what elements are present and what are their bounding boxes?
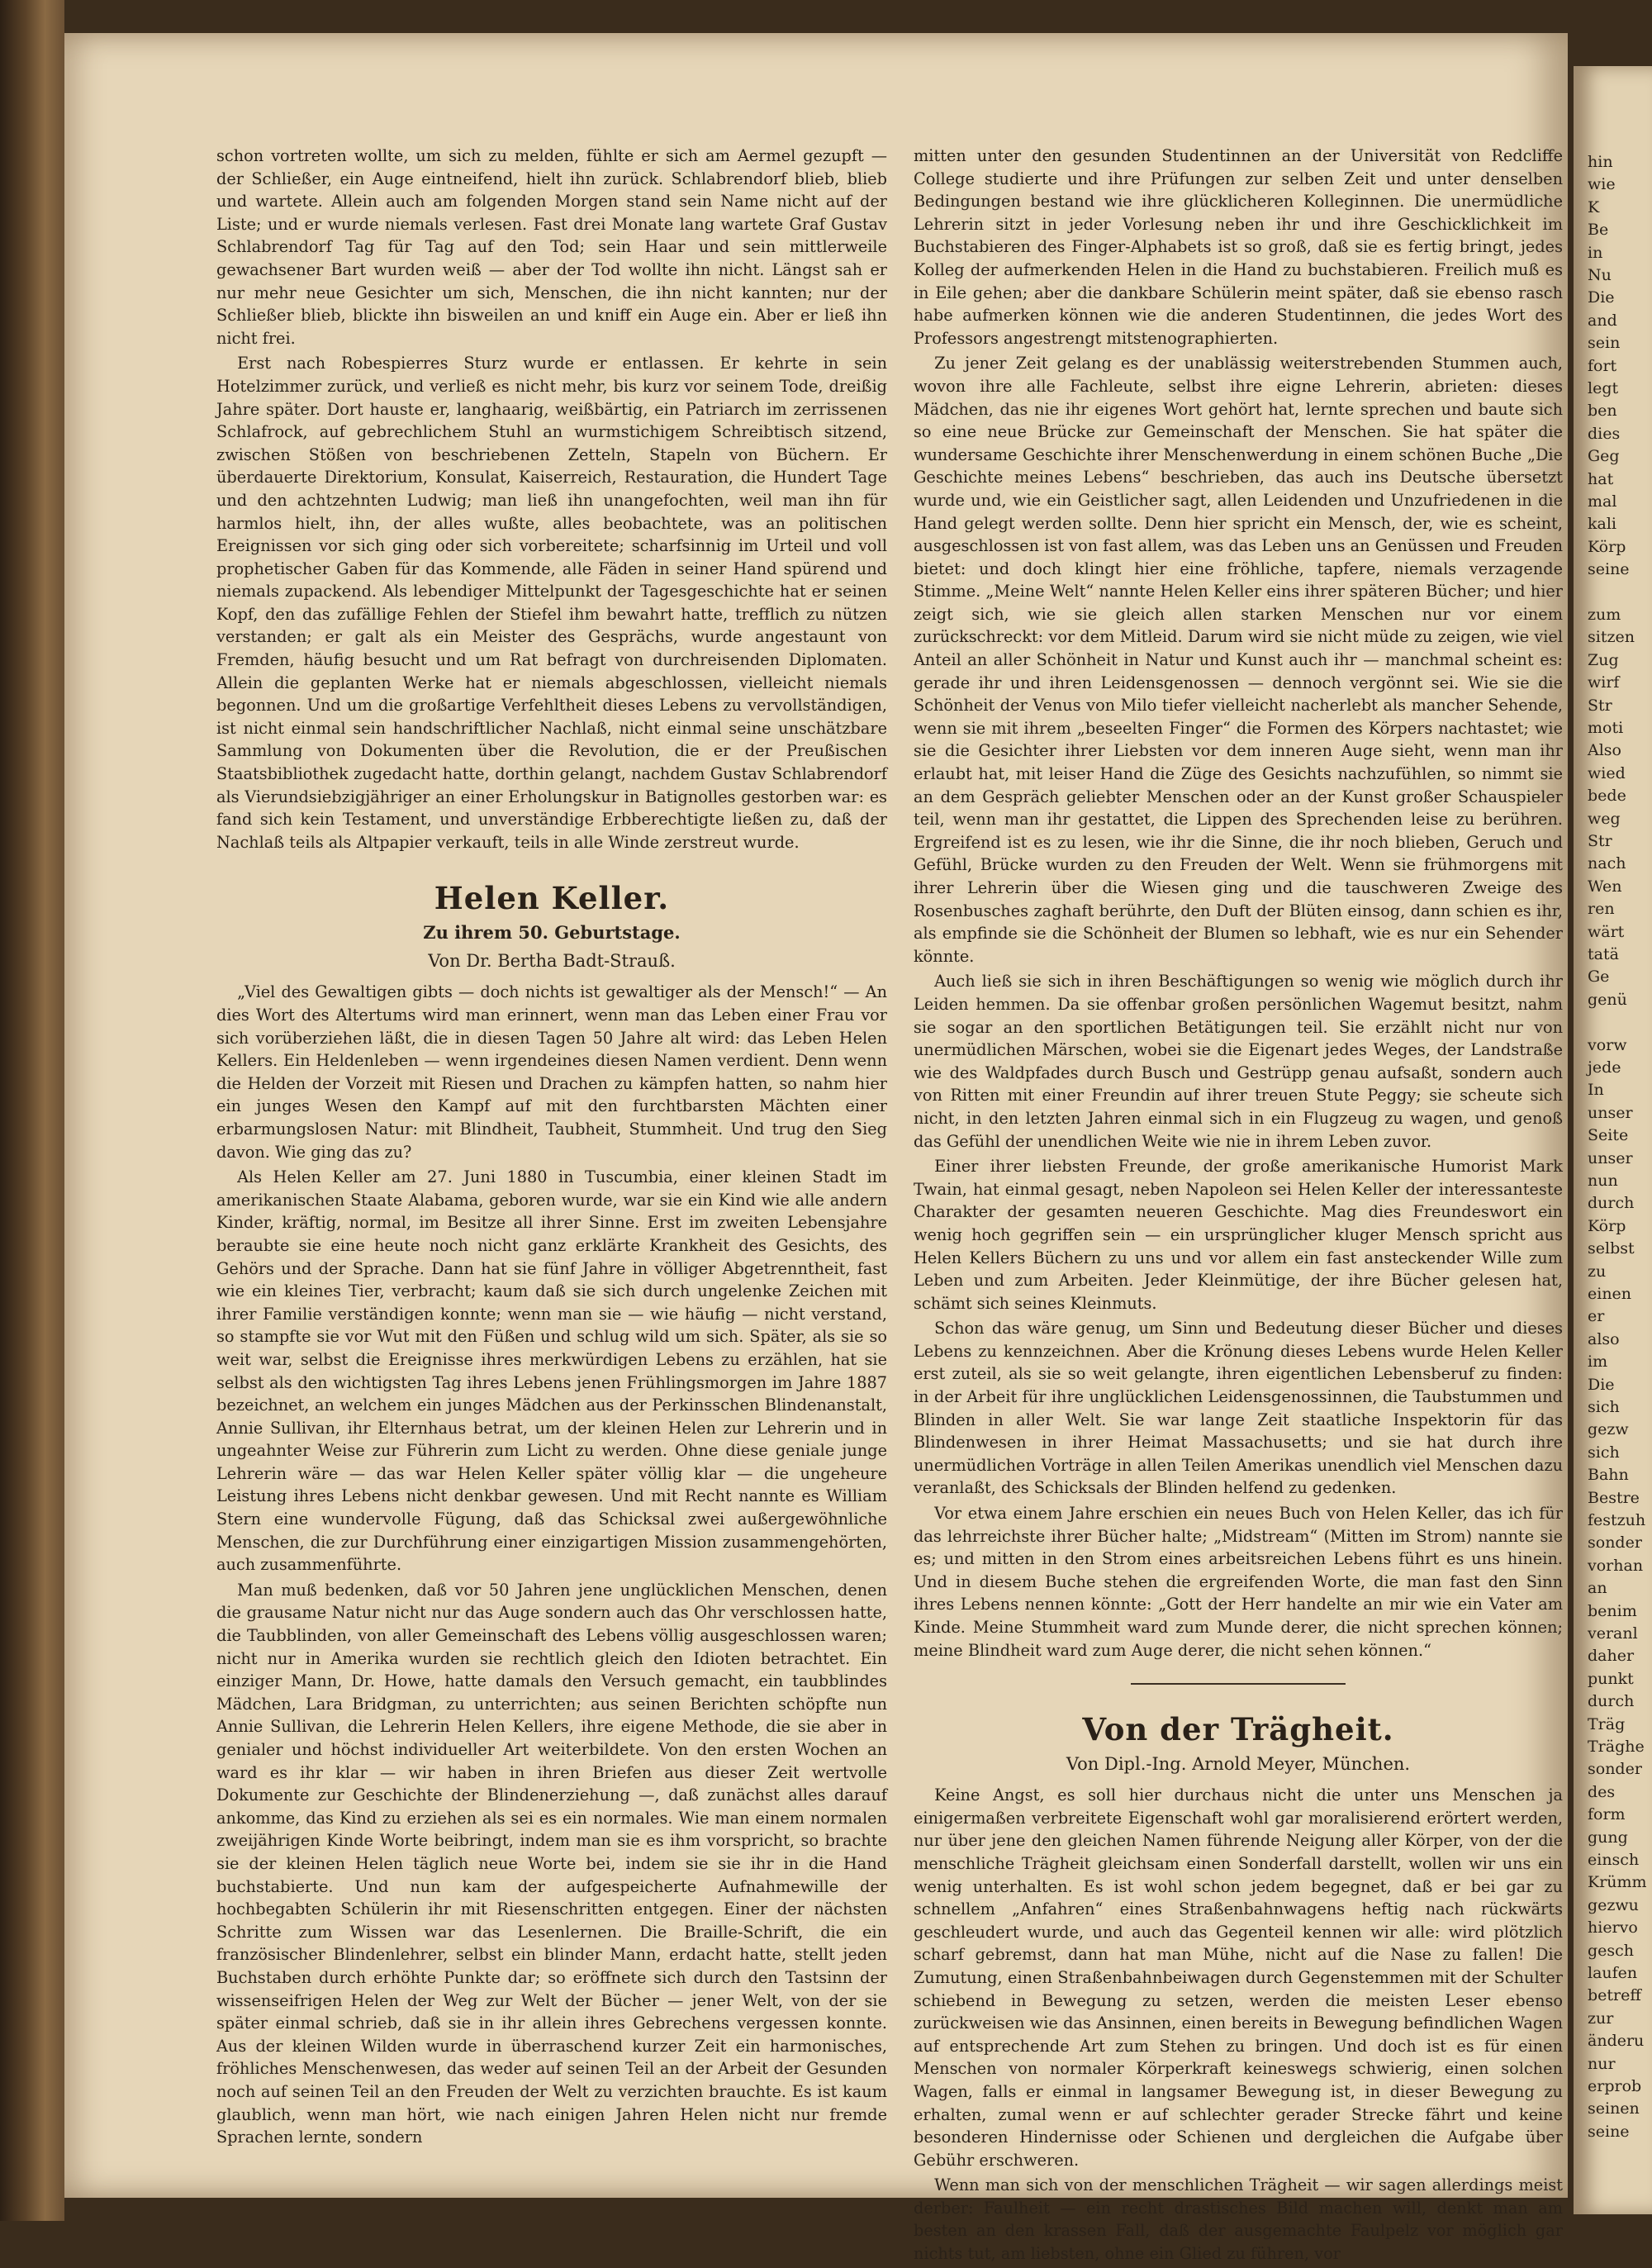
next-page-fragment: hiervo (1588, 1919, 1638, 1938)
next-page-fragment: ren (1588, 900, 1615, 919)
next-page-fragment: veranl (1588, 1624, 1638, 1643)
next-page-fragment: durch (1588, 1194, 1635, 1213)
next-page-fragment: hat (1588, 469, 1614, 488)
article-byline: Von Dr. Bertha Badt-Strauß. (428, 951, 676, 972)
next-page-fragment: Krümm (1588, 1873, 1647, 1892)
next-page-fragment: gung (1588, 1828, 1628, 1847)
next-page-fragment: In (1588, 1081, 1604, 1100)
next-page-fragment: Körp (1588, 537, 1626, 556)
next-page-fragment: Str (1588, 696, 1612, 715)
continued-paragraph-2: Zu jener Zeit gelang es der unablässig weiterstrebenden Stummen auch, wovon ihre alle Fachleute, selbst ihre eigne Lehrerin, abrieten: dieses Mädchen, das nie ihr eigenes Wort gehört hat, lernte sprechen und baute sich so eine neue Brücke zur Gemeinschaft der Menschen. Sie hat später die wundersame Geschichte ihrer Menschenwerdung in einem schönen Buche „Die Geschichte meines Lebens“ beschrieben, das auch ins Deutsche übersetzt wurde und, wie ein Geistlicher sagt, allen Leidenden und Unzufriedenen in die Hand gelegt werden sollte. Denn hier spricht ein Mensch, der, wie es scheint, ausgeschlossen ist von fast allem, was das Leben uns an Genüssen und Freuden bietet: und doch klingt hier eine fröhliche, tapfere, niemals verzagende Stimme. „Meine Welt“ nannte Helen Keller eins ihrer späteren Bücher; und hier zeigt sich, wie sie gleich allen starken Menschen nur vor einem zurückschreckt: vor dem Mitleid. Darum wird sie nicht müde zu zeigen, wie viel Anteil an aller Schönheit in Natur und Kunst auch ihr — manchmal scheint es: gerade ihr und ihren Leidensgenossen — dennoch vergönnt sei. Wie sie die Schönheit der Venus von Milo tiefer vielleicht nacherlebt als mancher Sehende, wenn sie mit ihrem „beseelten Finger“ die Formen des Körpers nachtastet; wie sie die Gesichter ihrer Liebsten vor dem inneren Auge sieht, wenn man ihr erlaubt hat, mit leiser Hand die Züge des Gesichts nachzufühlen, so nimmt sie an dem Gespräch geliebter Menschen oder an der Kunst großer Schauspieler teil, wenn man ihr gestattet, die Lippen des Sprechenden leise zu berühren. Ergreifend ist es zu lesen, wie ihr die Sinne, die ihr noch blieben, Geruch und Gefühl, Brücke wurden zu den Freuden der Welt. Wenn sie frühmorgens mit ihrer Lehrerin über die Wiesen ging und die tauschweren Zweige des Rosenbusches zaghaft berührte, den Duft der Blüten einsog, dann schien es ihr, als empfinde sie die Schönheit der Blumen so lebhaft, wie es nur ein Sehender könnte. (914, 354, 1563, 966)
next-page-fragment: Träghe (1588, 1738, 1645, 1756)
next-page-fragment: im (1588, 1353, 1608, 1372)
next-page-fragment: Wen (1588, 877, 1622, 896)
next-page-fragment: bede (1588, 787, 1626, 806)
next-page-fragment: Träg (1588, 1714, 1626, 1733)
next-page-fragment: zu (1588, 1262, 1607, 1281)
next-page-fragment: Geg (1588, 447, 1620, 466)
next-page-fragment: wirf (1588, 673, 1620, 692)
article-subtitle: Zu ihrem 50. Geburtstage. (423, 922, 681, 944)
next-page-fragment: selbst (1588, 1239, 1635, 1258)
section-divider (1131, 1683, 1346, 1685)
article-title-helen-keller: Helen Keller. (434, 880, 670, 917)
next-page-fragment: vorw (1588, 1035, 1627, 1054)
next-page-fragment: Nu (1588, 266, 1612, 284)
next-page-fragment: Körp (1588, 1216, 1626, 1235)
next-page-fragment: jede (1588, 1058, 1621, 1077)
continued-paragraph-4: Einer ihrer liebsten Freunde, der große amerikanische Humorist Mark Twain, hat einmal gesagt, neben Napoleon sei Helen Keller der interessanteste Charakter der gesamten neueren Geschichte. Mag dies Freundeswort ein wenig hoch gegriffen sein — ein ursprünglicher kluger Mensch spricht aus Helen Kellers Büchern zu uns und vor allem ein fast ansteckender Wille zum Leben und zum Arbeiten. Jeder Kleinmütige, der ihre Bücher gelesen hat, schämt sich seines Kleinmuts. (914, 1157, 1563, 1313)
next-page-fragment: genü (1588, 990, 1627, 1009)
next-page-fragment: nur (1588, 2054, 1616, 2073)
next-page-fragment: wie (1588, 175, 1616, 194)
next-page-fragment: änderu (1588, 2032, 1645, 2051)
next-page-fragment: Seite (1588, 1126, 1629, 1145)
next-page-fragment: sonder (1588, 1760, 1642, 1779)
next-page-fragment: form (1588, 1805, 1626, 1824)
continued-paragraph-1: mitten unter den gesunden Studentinnen an der Universität von Redcliffe College studierte und ihre Prüfungen zur selben Zeit und unter denselben Bedingungen bestand wie ihre glücklicheren Kolleginnen. Die unermüdliche Lehrerin sitzt in jeder Vorlesung neben ihr und ihre Geschicklichkeit im Buchstabieren des Finger-Alphabets ist so groß, daß sie es fertig bringt, jedes Kolleg der aufmerkenden Helen in die Hand zu buchstabieren. Freilich muß es in Eile gehen; aber die dankbare Schülerin meint später, daß sie ebenso rasch habe aufmerken können wie die anderen Studentinnen, die jedes Wort des Professors angestrengt mitstenographierten. (914, 146, 1563, 348)
next-page-fragment: legt (1588, 379, 1619, 397)
next-page-fragment: also (1588, 1329, 1620, 1348)
next-page-fragment: wied (1588, 763, 1626, 782)
helen-keller-paragraph-3: Man muß bedenken, daß vor 50 Jahren jene unglücklichen Menschen, denen die grausame Natur nicht nur das Auge sondern auch das Ohr verschlossen hatte, die Taubblinden, von aller Gemeinschaft des Lebens völlig ausgeschlossen waren; nicht nur in Amerika wurden sie rechtlich gleich den Idioten betrachtet. Ein einziger Mann, Dr. Howe, hatte damals den Versuch gemacht, ein taubblindes Mädchen, Lara Bridgman, zu unterrichten; aus seinen Berichten schöpfte nun Annie Sullivan, die Lehrerin Helen Kellers, ihre eigene Methode, die sie aber in genialer und höchst individueller Art weiterbildete. Von den ersten Wochen an ward es ihr klar — wir haben in ihren Briefen aus dieser Zeit wertvolle Dokumente zur Geschichte der Blindenerziehung —, daß zunächst alles darauf ankomme, das Kind zu erziehen als sei es ein normales. Wie man einem normalen zweijährigen Kinde Worte beibringt, indem man sie es ihm vorspricht, so brachte sie der kleinen Helen täglich neue Worte bei, indem sie sie ihr in die Hand buchstabierte. Und nun kam der aufgespeicherte Aufnahmewille der hochbegabten Schülerin ihr mit Riesenschritten entgegen. Einer der nächsten Schritte zum Wissen war das Lesenlernen. Die Braille-Schrift, die ein französischer Blindenlehrer, selbst ein blinder Mann, erdacht hatte, stellt jeden Buchstaben durch erhöhte Punkte dar; so eröffnete sich durch den Tastsinn der wissenseifrigen Helen der Weg zur Welt der Bücher — jener Welt, von der sie später einmal schrieb, daß sie in ihr allein ihres Gebrechens vergessen konnte. Aus der kleinen Wilden wurde in überraschend kurzer Zeit ein harmonisches, fröhliches Menschenwesen, das weder auf seinen Teil an der Arbeit der Gesunden noch auf seinen Teil an den Freuden der Welt zu verzichten brauchte. Es ist kaum glaublich, wenn man hört, wie nach einigen Jahren Helen nicht nur fremde Sprachen lernte, sondern (216, 1580, 887, 2147)
next-page-fragment: sich (1588, 1398, 1620, 1416)
next-page-fragment: gesch (1588, 1941, 1635, 1960)
next-page-fragment: einen (1588, 1285, 1632, 1303)
next-page-fragment: nun (1588, 1172, 1618, 1190)
next-page-fragment: dies (1588, 424, 1621, 443)
next-page-fragment: unser (1588, 1148, 1633, 1167)
column-right (914, 145, 1563, 2268)
next-page-fragment: Also (1588, 741, 1621, 760)
next-page-fragment: Ge (1588, 968, 1610, 987)
intro-paragraph-2: Erst nach Robespierres Sturz wurde er entlassen. Er kehrte in sein Hotelzimmer zurück, und verließ es nicht mehr, bis kurz vor seinem Tode, dreißig Jahre später. Dort hauste er, langhaarig, weißbärtig, ein Patriarch im zerrissenen Schlafrock, auf gebrechlichem Stuhl an wurmstichigem Schreibtisch sitzend, zwischen Stößen von beschriebenen Zetteln, Stapeln von Büchern. Er überdauerte Direktorium, Konsulat, Kaiserreich, Restauration, die Hundert Tage und den achtzehnten Ludwig; man ließ ihn unangefochten, weil man ihn für harmlos hielt, ihn, der alles wußte, alles beobachtete, was an politischen Ereignissen vor sich ging oder sich vorbereitete; scharfsinnig im Urteil und voll prophetischer Gaben für das Kommende, alle Fäden in seiner Hand spürend und niemals zupackend. Als lebendiger Mittelpunkt der Tagesgeschichte hat er seinen Kopf, den das zufällige Fehlen der Stiefel ihm bewahrt hatte, trefflich zu nützen verstanden; er galt als ein Meister des Gesprächs, wurde angestaunt von Fremden, häufig besucht und um Rat befragt von durchreisenden Diplomaten. Allein die geplanten Werke hat er niemals abgeschlossen, vielleicht niemals begonnen. Und um die großartige Verfehltheit dieses Lebens zu vervollständigen, ist nicht einmal sein handschriftlicher Nachlaß, nicht einmal seine unschätzbare Sammlung von Dokumenten über die Revolution, die er der Preußischen Staatsbibliothek zugedacht hatte, dorthin gelangt, nachdem Gustav Schlabrendorf als Vierundsiebzigjähriger an einer Erholungskur in Batignolles gestorben war: es fand sich kein Testament, und unverständige Erbberechtigte ließen zu, daß der Nachlaß teils als Altpapier verkauft, teils in alle Winde zerstreut wurde. (216, 354, 887, 852)
article-byline: Von Dipl.-Ing. Arnold Meyer, München. (1066, 1754, 1411, 1775)
next-page-fragment: gezwu (1588, 1895, 1639, 1914)
next-page-fragment: and (1588, 311, 1617, 330)
next-page-fragment: seinen (1588, 2099, 1640, 2118)
helen-keller-paragraph-2: Als Helen Keller am 27. Juni 1880 in Tuscumbia, einer kleinen Stadt im amerikanischen Staate Alabama, geboren wurde, war sie ein Kind wie alle andern Kinder, kräftig, normal, im Besitze all ihrer Sinne. Erst im zweiten Lebensjahre beraubte sie eine heute noch nicht ganz erklärte Krankheit des Gesichts, des Gehörs und der Sprache. Dann hat sie fünf Jahre in völliger Abgetrenntheit, fast wie ein kleines Tier, verbracht; kaum daß sie sich durch ungelenke Zeichen mit ihrer Familie verständigen konnte; wenn man sie — wie häufig — nicht verstand, so stampfte sie vor Wut mit den Füßen und schlug wild um sich. Später, als sie so weit war, selbst die Ereignisse ihres merkwürdigen Lebens zu erzählen, hat sie selbst als den wichtigsten Tag ihres Lebens jenen Frühlingsmorgen im Jahre 1887 bezeichnet, an welchem ein junges Mädchen aus der Perkinsschen Blindenanstalt, Annie Sullivan, ihr Elternhaus betrat, um der kleinen Helen zur Lehrerin und in ungeahnter Weise zur Führerin zum Licht zu werden. Ohne diese geniale junge Lehrerin wäre — das war Helen Keller später völlig klar — die ungeheure Leistung ihres Lebens nicht denkbar gewesen. Und mit Recht nannte es William Stern eine wundervolle Fügung, daß das Schicksal zwei außergewöhnliche Menschen, die zur Durchführung einer einzigartigen Mission zusammengehörten, auch zusammenführte. (216, 1167, 887, 1575)
next-page-fragment: sonder (1588, 1533, 1642, 1552)
traegheit-paragraph-2: Wenn man sich von der menschlichen Trägheit — wir sagen allerdings meist derber: Faulheit — ein recht drastisches Bild machen will, denkt man am besten an den krassen Fall, daß der ausgemachte Faulpelz vor möglich gar nichts tut, am liebsten, ohne ein Glied zu führen, vor (914, 2175, 1563, 2264)
next-page-fragment: zum (1588, 606, 1621, 624)
article-title-traegheit: Von der Trägheit. (1082, 1711, 1394, 1748)
next-page-fragment: erprob (1588, 2077, 1642, 2095)
next-page-fragment: punkt (1588, 1669, 1634, 1688)
next-page-fragment: in (1588, 243, 1603, 262)
next-page-fragment: sitzen (1588, 628, 1635, 647)
next-page-fragment: Bahn (1588, 1466, 1629, 1485)
next-page-fragment: durch (1588, 1692, 1635, 1711)
next-page-fragment: weg (1588, 809, 1621, 828)
continued-paragraph-6: Vor etwa einem Jahre erschien ein neues Buch von Helen Keller, das ich für das lehrreichste ihrer Bücher halte; „Midstream“ (Mitten im Strom) nannte sie es; und mitten in den Strom eines arbeitsreichen Lebens führt es uns hinein. Und in diesem Buche stehen die ergreifenden Worte, die man fast den Sinn ihres Lebens nennen könnte: „Gott der Herr handelte an mir wie ein Vater am Kinde. Meine Stummheit ward zum Munde derer, die nicht sprechen können; meine Blindheit ward zum Auge derer, die nicht sehen können.“ (914, 1504, 1563, 1660)
next-page-fragment: seine (1588, 2122, 1630, 2141)
next-page-fragment: zur (1588, 2009, 1614, 2028)
next-page-fragment: ben (1588, 402, 1617, 421)
next-page-fragment: seine (1588, 560, 1630, 579)
next-page-fragment: wärt (1588, 922, 1625, 941)
next-page-fragment: Die (1588, 1375, 1615, 1394)
next-page-fragment: des (1588, 1782, 1616, 1801)
book-binding (0, 0, 64, 2221)
next-page-fragment: K (1588, 197, 1600, 216)
next-page-fragment: benim (1588, 1601, 1637, 1620)
next-page-fragment: nach (1588, 854, 1626, 873)
next-page-fragment: Be (1588, 221, 1609, 240)
next-page-fragment: sein (1588, 334, 1621, 353)
continued-paragraph-3: Auch ließ sie sich in ihren Beschäftigungen so wenig wie möglich durch ihr Leiden hemmen. Da sie offenbar großen persönlichen Wagemut besitzt, nahm sie sogar an den sportlichen Betätigungen teil. Sie erzählt nicht nur von unermüdlichen Märschen, wobei sie die Eigenart jedes Weges, der Landstraße wie des Waldpfades durch Busch und Gestrüpp genau aufsaßt, sondern auch von Ritten mit einer Freundin auf ihrer treuen Stute Peggy; sie scheute sich nicht, in den letzten Jahren einmal sich in ein Flugzeug zu wagen, und genoß das Gefühl der unendlichen Weite wie nie in ihrem Leben zuvor. (914, 972, 1563, 1151)
next-page-fragment: fort (1588, 356, 1617, 375)
next-page-fragment: er (1588, 1307, 1605, 1326)
next-page-fragment: unser (1588, 1103, 1633, 1122)
continued-paragraph-5: Schon das wäre genug, um Sinn und Bedeutung dieser Bücher und dieses Lebens zu kennzeichnen. Aber die Krönung dieses Lebens wurde Helen Keller erst zuteil, als sie so weit gelangte, ihren eigentlichen Lebensberuf zu finden: in der Arbeit für ihre unglücklichen Leidensgenossinnen, die Taubstummen und Blinden in aller Welt. Sie war lange Zeit staatliche Inspektorin für das Blindenwesen in ihrer Heimat Massachusetts; und sie hat durch ihre unermüdlichen Vorträge in allen Teilen Amerikas unendlich viel Menschen dazu veranlaßt, des Schicksals der Blinden helfend zu gedenken. (914, 1319, 1563, 1498)
next-page-fragment: einsch (1588, 1851, 1640, 1869)
next-page-fragment: betreff (1588, 1986, 1641, 2005)
next-page-fragment: gezw (1588, 1420, 1629, 1439)
next-page-fragment: sich (1588, 1443, 1620, 1462)
traegheit-paragraph-1: Keine Angst, es soll hier durchaus nicht die unter uns Menschen ja einigermaßen verbreitete Eigenschaft wohl gar moralisierend erörtert werden, nur über jene den gleichen Namen führende Neigung aller Körper, von der die menschliche Trägheit gleichsam einen Sonderfall darstellt, wollen wir uns ein wenig unterhalten. Es ist wohl schon jedem begegnet, daß er bei gar zu schnellem „Anfahren“ eines Straßenbahnwagens heftig nach rückwärts geschleudert wurde, und auch das Gegenteil kennen wir alle: wird plötzlich scharf gebremst, dann hat man Mühe, nicht auf die Nase zu fallen! Die Zumutung, einen Straßenbahnbeiwagen durch Gegenstemmen mit der Schulter schiebend in Bewegung zu setzen, werden die meisten Leser ebenso zurückweisen wie das Ansinnen, einen bereits in Bewegung befindlichen Wagen auf entsprechende Art zum Stehen zu bringen. Und doch ist es für einen Menschen von normaler Körperkraft keineswegs schwierig, einen solchen Wagen, falls er einmal in langsamer Bewegung ist, in dieser Bewegung zu erhalten, zumal wenn er auf schlechter gerader Strecke fährt und keine besonderen Hindernisse oder Schienen und dergleichen die Aufgabe über Gebühr erschweren. (914, 1785, 1563, 2170)
next-page-fragment: tatä (1588, 945, 1619, 963)
next-page-fragment: Bestre (1588, 1488, 1640, 1507)
next-page-fragment: an (1588, 1579, 1607, 1598)
next-page-fragment: daher (1588, 1647, 1635, 1666)
next-page-fragment: kali (1588, 515, 1616, 534)
next-page-fragment: hin (1588, 153, 1613, 171)
column-left (216, 145, 887, 2152)
helen-keller-paragraph-1: „Viel des Gewaltigen gibts — doch nichts ist gewaltiger als der Mensch!“ — An dies Wort des Altertums wird man erinnert, wenn man das Leben einer Frau vor sich vorüberziehen läßt, die in diesen Tagen 50 Jahre alt wird: das Leben Helen Kellers. Ein Heldenleben — wenn irgendeines diesen Namen verdient. Denn wenn die Helden der Vorzeit mit Riesen und Drachen zu kämpfen hatten, so nahm hier ein junges Wesen den Kampf auf mit den furchtbarsten Mächten einer erbarmungslosen Natur: mit Blindheit, Taubheit, Stummheit. Und trug den Sieg davon. Wie ging das zu? (216, 982, 887, 1162)
next-page-fragment: Zug (1588, 650, 1619, 669)
intro-paragraph-1: schon vortreten wollte, um sich zu melden, fühlte er sich am Aermel gezupft — der Schließer, ein Auge eintneifend, hielt ihn zurück. Schlabrendorf blieb, blieb und wartete. Allein auch am folgenden Morgen stand sein Name nicht auf der Liste; und er wurde niemals verlesen. Fast drei Monate lang wartete Graf Gustav Schlabrendorf Tag für Tag auf den Tod; sein Haar und sein mittlerweile gewachsener Bart wurden weiß — aber der Tod wollte ihn nicht. Längst sah er nur mehr neue Gesichter um sich, Menschen, die ihn nicht kannten; nur der Schließer blieb, blickte ihn bisweilen an und kniff ein Auge ein. Aber er ließ ihn nicht frei. (216, 146, 887, 348)
next-page-fragment: mal (1588, 492, 1617, 511)
next-page-fragment: laufen (1588, 1964, 1638, 1982)
next-page-fragment: moti (1588, 719, 1624, 737)
next-page-fragment: Str (1588, 832, 1612, 850)
next-page-fragment: festzuh (1588, 1511, 1646, 1529)
next-page-fragment: Die (1588, 288, 1615, 307)
next-page-fragment: vorhan (1588, 1556, 1644, 1575)
